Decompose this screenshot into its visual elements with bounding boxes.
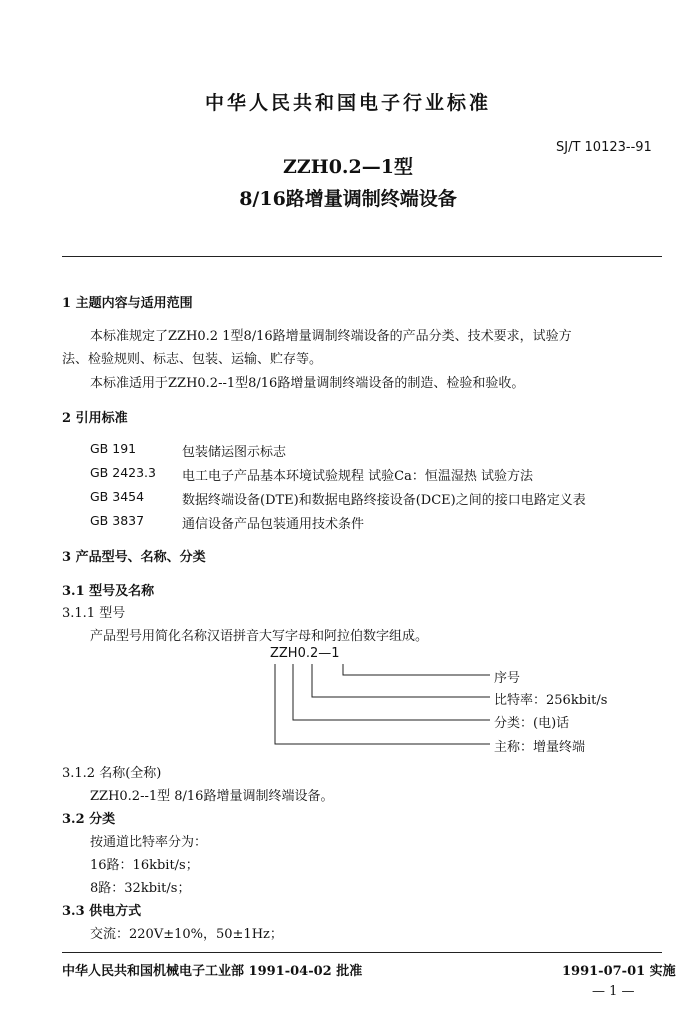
section2-heading: 2 引用标准	[62, 411, 128, 426]
diagram-label-serial: 序号	[494, 671, 521, 686]
ref-code: GB 191	[90, 441, 137, 456]
page-number: — 1 —	[592, 984, 635, 999]
ref-title: 电工电子产品基本环境试验规程 试验Ca：恒温湿热 试验方法	[182, 469, 533, 484]
standard-category-title: 中华人民共和国电子行业标准	[204, 92, 491, 114]
footer-divider	[62, 952, 662, 953]
model-title: ZZH0.2—1型	[283, 156, 413, 178]
model-code: ZZH0.2—1	[270, 646, 340, 661]
section3-3-heading: 3.3 供电方式	[62, 904, 142, 919]
section3-2-item2: 8路：32kbit/s；	[90, 881, 191, 896]
section3-2-item1: 16路：16kbit/s；	[90, 858, 199, 873]
section3-1-2-text: ZZH0.2--1型 8/16路增量调制终端设备。	[90, 789, 334, 804]
ref-code: GB 2423.3	[90, 465, 156, 480]
diagram-label-bitrate: 比特率：256kbit/s	[494, 693, 608, 708]
approval-note: 中华人民共和国机械电子工业部 1991-04-02 批准	[62, 964, 363, 979]
section3-1-1-heading: 3.1.1 型号	[62, 606, 126, 621]
leader-bitrate	[312, 664, 490, 697]
leader-serial	[343, 664, 490, 675]
section3-2-heading: 3.2 分类	[62, 812, 116, 827]
ref-title: 数据终端设备(DTE)和数据电路终接设备(DCE)之间的接口电路定义表	[182, 493, 586, 508]
diagram-label-class: 分类：(电)话	[494, 716, 570, 731]
ref-title: 通信设备产品包装通用技术条件	[182, 517, 365, 532]
section3-1-2-heading: 3.1.2 名称(全称)	[62, 766, 162, 781]
document-title: 8/16路增量调制终端设备	[239, 188, 457, 210]
section3-1-1-text: 产品型号用简化名称汉语拼音大写字母和阿拉伯数字组成。	[90, 629, 429, 644]
ref-code: GB 3837	[90, 513, 145, 528]
ref-code: GB 3454	[90, 489, 145, 504]
section3-3-text: 交流：220V±10%，50±1Hz；	[90, 927, 283, 942]
ref-title: 包装储运图示标志	[182, 445, 287, 460]
section3-2-text: 按通道比特率分为：	[90, 835, 208, 850]
standard-number: SJ/T 10123--91	[556, 140, 652, 155]
leader-class	[293, 664, 490, 720]
diagram-label-name: 主称：增量终端	[494, 740, 586, 755]
section1-para1-line2: 法、检验规则、标志、包装、运输、贮存等。	[62, 352, 323, 367]
section1-heading: 1 主题内容与适用范围	[62, 296, 193, 311]
section1-para2: 本标准适用于ZZH0.2--1型8/16路增量调制终端设备的制造、检验和验收。	[90, 376, 525, 391]
section3-1-heading: 3.1 型号及名称	[62, 584, 155, 599]
implementation-date: 1991-07-01 实施	[562, 964, 676, 979]
leader-name	[275, 664, 490, 744]
section1-para1-line1: 本标准规定了ZZH0.2 1型8/16路增量调制终端设备的产品分类、技术要求，试验方	[90, 329, 572, 344]
section3-heading: 3 产品型号、名称、分类	[62, 550, 206, 565]
